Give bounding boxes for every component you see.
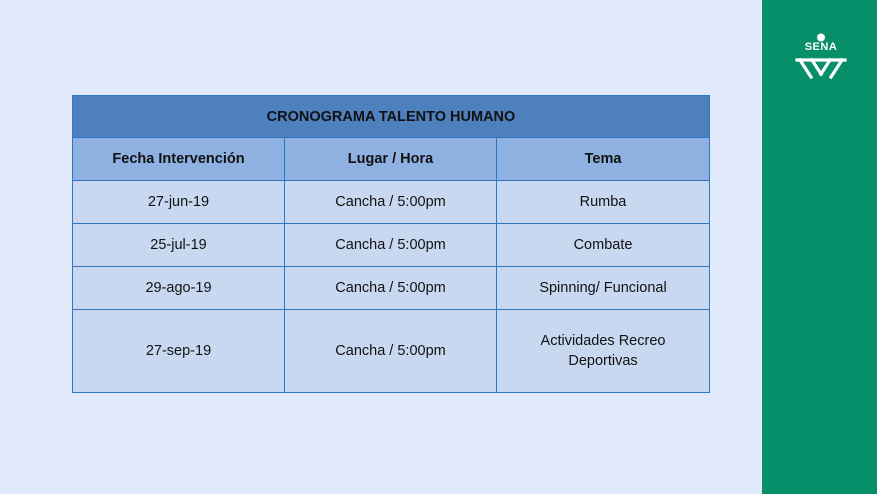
cell-lugar: Cancha / 5:00pm [285, 181, 497, 224]
cell-tema: Actividades Recreo Deportivas [497, 310, 710, 393]
header-tema: Tema [497, 138, 710, 181]
table-title-row [73, 96, 710, 138]
table-title: CRONOGRAMA TALENTO HUMANO [73, 96, 710, 138]
table-row [73, 181, 710, 224]
schedule-table [72, 95, 710, 393]
cell-tema: Rumba [497, 181, 710, 224]
sena-logo [794, 33, 848, 87]
cell-fecha: 29-ago-19 [73, 267, 285, 310]
sena-logo-text: SENA [804, 41, 838, 53]
table-row [73, 224, 710, 267]
header-fecha: Fecha Intervención [73, 138, 285, 181]
table-row [73, 310, 710, 393]
cell-fecha: 27-jun-19 [73, 181, 285, 224]
cell-lugar: Cancha / 5:00pm [285, 310, 497, 393]
table-row [73, 267, 710, 310]
cell-fecha: 25-jul-19 [73, 224, 285, 267]
cell-tema: Combate [497, 224, 710, 267]
table-header-row [73, 138, 710, 181]
cell-tema: Spinning/ Funcional [497, 267, 710, 310]
cell-fecha: 27-sep-19 [73, 310, 285, 393]
header-lugar-hora: Lugar / Hora [285, 138, 497, 181]
cell-lugar: Cancha / 5:00pm [285, 224, 497, 267]
cell-lugar: Cancha / 5:00pm [285, 267, 497, 310]
